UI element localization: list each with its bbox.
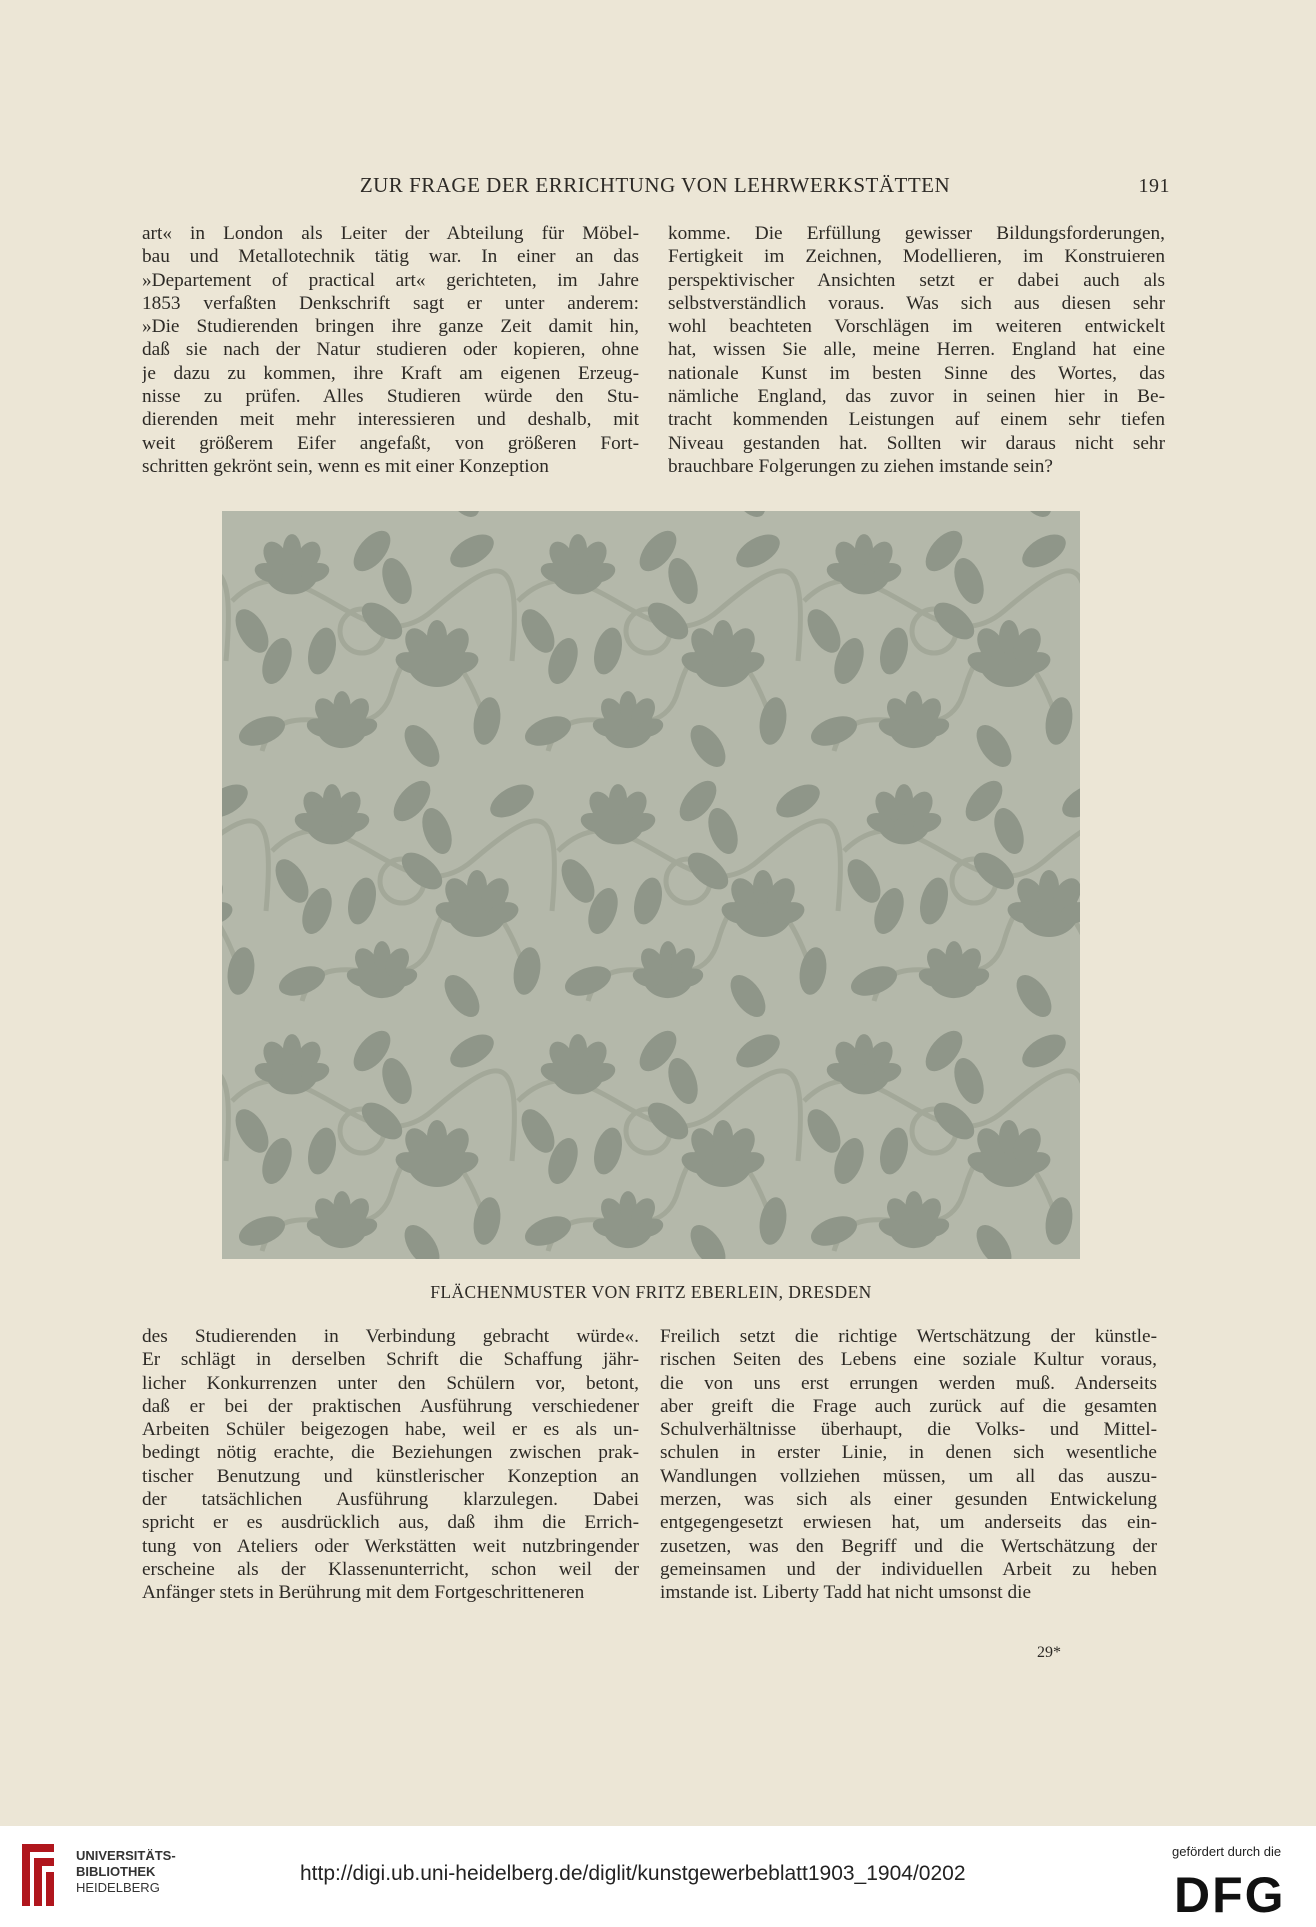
text-line: schritten gekrönt sein, wenn es mit einer Konzeption — [142, 455, 549, 477]
text-line: nämliche England, das zuvor in seinen hier in Be- — [668, 386, 1165, 408]
text-line: weit größerem Eifer angefaßt, von größeren Fort- — [142, 432, 639, 454]
text-column-bottom-left — [142, 1325, 639, 1605]
text-line: licher Konkurrenzen unter den Schülern vor, betont, — [142, 1372, 639, 1394]
text-line: daß er bei der praktischen Ausführung verschiedener — [142, 1395, 639, 1417]
text-line: tracht kommenden Leistungen auf einem sehr tiefen — [668, 409, 1165, 431]
text-column-top-left — [142, 222, 639, 478]
text-line: Freilich setzt die richtige Wertschätzung der künstle- — [660, 1326, 1157, 1347]
text-line: »Departement of practical art« gerichteten, im Jahre — [142, 269, 639, 291]
text-line: Wandlungen vollziehen müssen, um all das auszu- — [660, 1465, 1157, 1487]
text-line: aber greift die Frage auch zurück auf die gesamten — [660, 1395, 1157, 1417]
figure-caption: FLÄCHENMUSTER VON FRITZ EBERLEIN, DRESDEN — [430, 1282, 872, 1302]
text-line: dierenden meit mehr interessieren und deshalb, mit — [142, 409, 639, 431]
text-line: je dazu zu kommen, ihre Kraft am eigenen Erzeug- — [142, 362, 639, 384]
library-name — [76, 1848, 176, 1896]
library-name-line2: BIBLIOTHEK — [76, 1864, 156, 1879]
text-line: merzen, was sich als einer gesunden Entwickelung — [660, 1489, 1157, 1511]
text-line: Schulverhältnisse überhaupt, die Volks- und Mittel- — [660, 1419, 1157, 1441]
text-line: gemeinsamen und der individuellen Arbeit zu heben — [660, 1558, 1157, 1580]
text-line: zusetzen, was den Begriff und die Wertschätzung der — [660, 1535, 1157, 1557]
pattern-illustration — [222, 511, 1080, 1259]
text-line: Fertigkeit im Zeichnen, Modellieren, im Konstruieren — [668, 246, 1165, 268]
text-line: spricht er es ausdrücklich aus, daß ihm die Errich- — [142, 1512, 639, 1534]
text-line: selbstverständlich voraus. Was sich aus diesen sehr — [668, 292, 1165, 314]
text-line: bau und Metallotechnik tätig war. In einer an das — [142, 246, 639, 268]
text-line: daß sie nach der Natur studieren oder kopieren, ohne — [142, 339, 639, 361]
text-line: komme. Die Erfüllung gewisser Bildungsforderungen, — [668, 223, 1165, 244]
running-title: ZUR FRAGE DER ERRICHTUNG VON LEHRWERKSTÄTTEN — [359, 173, 951, 197]
text-line: perspektivischer Ansichten setzt er dabei auch als — [668, 269, 1165, 291]
text-line: entgegengesetzt erwiesen hat, um anderseits das ein- — [660, 1512, 1157, 1534]
text-line: erscheine als der Klassenunterricht, schon weil der — [142, 1558, 639, 1580]
text-line: art« in London als Leiter der Abteilung für Möbel- — [142, 223, 639, 244]
text-line: bedingt nötig erachte, die Beziehungen zwischen prak- — [142, 1442, 639, 1464]
text-line: nisse zu prüfen. Alles Studieren würde den Stu- — [142, 386, 639, 408]
dfg-logo: DFG — [1174, 1867, 1286, 1923]
text-column-top-right — [668, 222, 1165, 478]
text-line: tischer Benutzung und künstlerischer Konzeption an — [142, 1465, 639, 1487]
library-name-line3: HEIDELBERG — [76, 1880, 160, 1895]
text-line: hat, wissen Sie alle, meine Herren. England hat eine — [668, 339, 1165, 361]
funding-note: gefördert durch die — [1172, 1844, 1282, 1859]
text-line: Arbeiten Schüler beigezogen habe, weil er es als un- — [142, 1419, 639, 1441]
university-library-logo-icon — [18, 1840, 58, 1910]
text-line: wohl beachteten Vorschlägen im weiteren entwickelt — [668, 316, 1165, 338]
text-column-bottom-right — [660, 1325, 1157, 1605]
clover-surface-pattern — [222, 511, 1080, 1259]
page-number: 191 — [1138, 175, 1170, 197]
text-line: 1853 verfaßten Denkschrift sagt er unter anderem: — [142, 292, 639, 314]
text-line: Anfänger stets in Berührung mit dem Fortgeschritteneren — [142, 1582, 585, 1604]
text-line: nationale Kunst im besten Sinne des Wortes, das — [668, 362, 1165, 384]
text-line: Er schlägt in derselben Schrift die Schaffung jähr- — [142, 1349, 639, 1371]
digitization-footer — [0, 1826, 1316, 1927]
text-line: schulen in erster Linie, in denen sich wesentliche — [660, 1442, 1157, 1464]
text-line: brauchbare Folgerungen zu ziehen imstande sein? — [668, 455, 1053, 477]
library-name-line1: UNIVERSITÄTS- — [76, 1848, 176, 1863]
permalink-url[interactable]: http://digi.ub.uni-heidelberg.de/diglit/kunstgewerbeblatt1903_1904/0202 — [300, 1862, 966, 1885]
text-line: rischen Seiten des Lebens eine soziale Kultur voraus, — [660, 1349, 1157, 1371]
text-line: der tatsächlichen Ausführung klarzulegen. Dabei — [142, 1489, 639, 1511]
text-line: Niveau gestanden hat. Sollten wir daraus nicht sehr — [668, 432, 1165, 454]
text-line: des Studierenden in Verbindung gebracht würde«. — [142, 1326, 639, 1347]
text-line: tung von Ateliers oder Werkstätten weit nutzbringender — [142, 1535, 639, 1557]
text-line: »Die Studierenden bringen ihre ganze Zeit damit hin, — [142, 316, 639, 338]
text-line: die von uns erst errungen werden muß. Anderseits — [660, 1372, 1157, 1394]
running-header — [140, 173, 1170, 203]
signature-mark: 29* — [1037, 1644, 1061, 1661]
text-line: imstande ist. Liberty Tadd hat nicht umsonst die — [660, 1582, 1032, 1604]
